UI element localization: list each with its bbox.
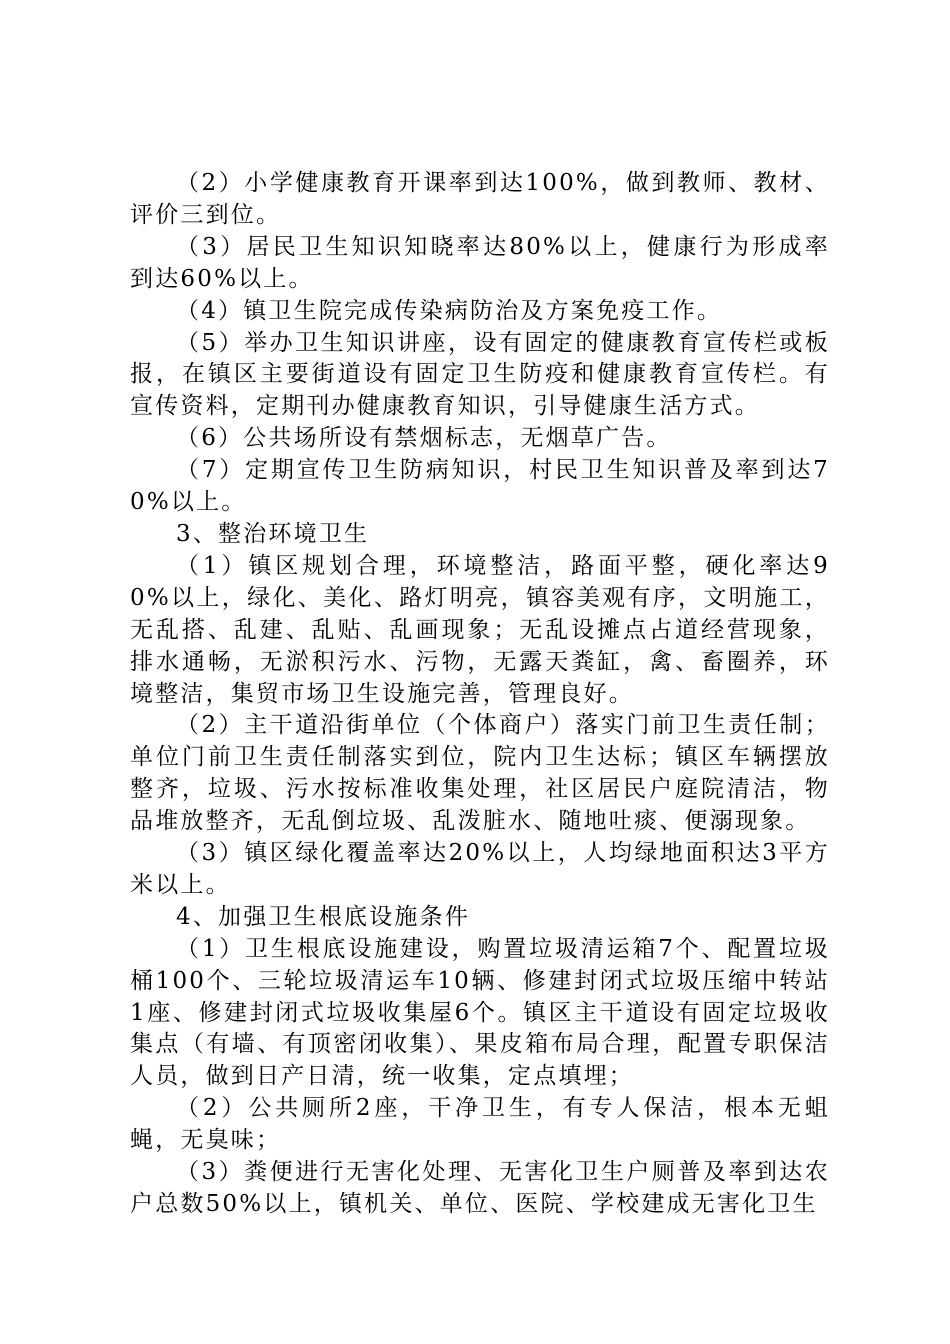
paragraph: （2）主干道沿街单位（个体商户）落实门前卫生责任制；单位门前卫生责任制落实到位，院内卫生达标；镇区车辆摆放整齐，垃圾、污水按标准收集处理，社区居民户庭院清洁，物品堆放整齐，无乱倒垃圾、乱泼脏水、随地吐痰、便溺现象。: [130, 712, 830, 835]
paragraph: （1）卫生根底设施建设，购置垃圾清运箱7个、配置垃圾桶100个、三轮垃圾清运车10辆、修建封闭式垃圾压缩中转站1座、修建封闭式垃圾收集屋6个。镇区主干道设有固定垃圾收集点（有墙、有顶密闭收集）、果皮箱布局合理，配置专职保洁人员，做到日产日清，统一收集，定点填埋；: [130, 935, 830, 1090]
paragraph: （7）定期宣传卫生防病知识，村民卫生知识普及率到达70%以上。: [130, 457, 830, 516]
paragraph: （2）公共厕所2座，干净卫生，有专人保洁，根本无蛆蝇，无臭味；: [130, 1095, 830, 1154]
section-heading: 4、加强卫生根底设施条件: [176, 903, 471, 930]
paragraph: （4）镇卫生院完成传染病防治及方案免疫工作。: [176, 297, 723, 324]
paragraph: （3）镇区绿化覆盖率达20%以上，人均绿地面积达3平方米以上。: [130, 840, 830, 898]
paragraph: （5）举办卫生知识讲座，设有固定的健康教育宣传栏或板报，在镇区主要街道设有固定卫生防疫和健康教育宣传栏。有宣传资料，定期刊办健康教育知识，引导健康生活方式。: [130, 329, 830, 420]
paragraph: （6）公共场所设有禁烟标志，无烟草广告。: [176, 425, 672, 452]
paragraph: （3）粪便进行无害化处理、无害化卫生户厕普及率到达农户总数50%以上，镇机关、单位、医院、学校建成无害化卫生: [130, 1159, 830, 1217]
paragraph: （1）镇区规划合理，环境整洁，路面平整，硬化率达90%以上，绿化、美化、路灯明亮，镇容美观有序，文明施工，无乱搭、乱建、乱贴、乱画现象；无乱设摊点占道经营现象，排水通畅，无淤积污水、污物，无露天粪缸，禽、畜圈养，环境整洁，集贸市场卫生设施完善，管理良好。: [130, 552, 830, 707]
paragraph: （3）居民卫生知识知晓率达80%以上，健康行为形成率到达60%以上。: [130, 233, 830, 292]
paragraph: （2）小学健康教育开课率到达100%，做到教师、教材、评价三到位。: [130, 170, 830, 228]
document-body: [130, 168, 830, 1221]
section-heading: 3、整治环境卫生: [176, 520, 370, 547]
